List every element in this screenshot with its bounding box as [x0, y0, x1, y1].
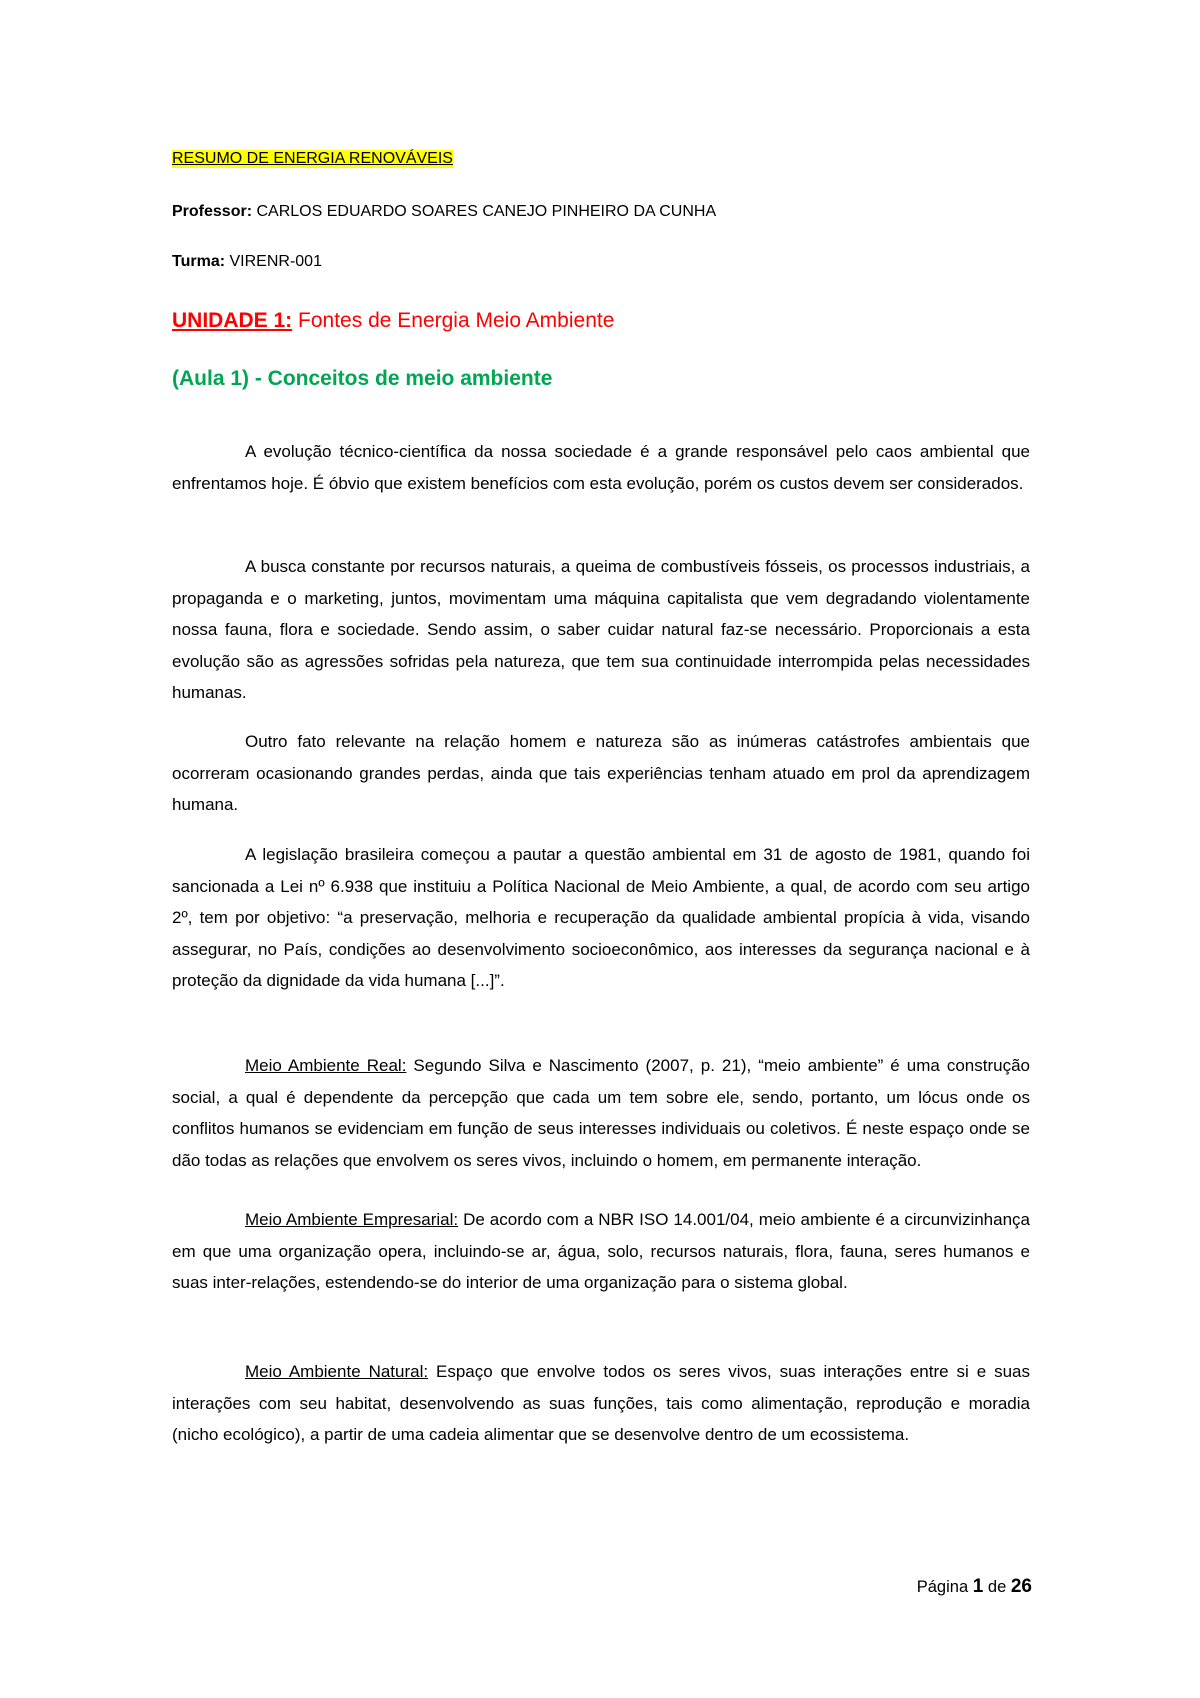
definition-real: [172, 1050, 1030, 1176]
definition-text: Segundo Silva e Nascimento (2007, p. 21), “meio ambiente” é uma construção social, a qual é dependente da percepção que cada um tem sobre ele, sendo, portanto, um lócus onde os conflitos humanos se evidenciam em função de seus interesses individuais ou coletivos. É neste espaço onde se dão todas as relações que envolvem os seres vivos, incluindo o homem, em permanente interação.: [172, 1056, 1030, 1170]
turma-label: Turma:: [172, 253, 226, 270]
page-number-footer: [917, 1576, 1032, 1598]
definition-empresarial: [172, 1204, 1030, 1299]
definition-term: Meio Ambiente Natural:: [245, 1362, 429, 1381]
total-pages-number: 26: [1010, 1576, 1032, 1597]
paragraph: A busca constante por recursos naturais, a queima de combustíveis fósseis, os processos industriais, a propaganda e o marketing, juntos, movimentam uma máquina capitalista que vem degradando violentamente nossa fauna, flora e sociedade. Sendo assim, o saber cuidar natural faz-se necessário. Proporcionais a esta evolução são as agressões sofridas pela natureza, que tem sua continuidade interrompida pelas necessidades humanas.: [172, 557, 1030, 702]
current-page-number: 1: [972, 1576, 984, 1597]
turma-line: [172, 253, 322, 271]
document-title: RESUMO DE ENERGIA RENOVÁVEIS: [172, 150, 453, 167]
definition-term: Meio Ambiente Real:: [245, 1056, 407, 1075]
page-separator: de: [987, 1578, 1007, 1596]
paragraph: A legislação brasileira começou a pautar a questão ambiental em 31 de agosto de 1981, quando foi sancionada a Lei nº 6.938 que instituiu a Política Nacional de Meio Ambiente, a qual, de acordo com seu artigo 2º, tem por objetivo: “a preservação, melhoria e recuperação da qualidade ambiental propícia à vida, visando assegurar, no País, condições ao desenvolvimento socioeconômico, aos interesses da segurança nacional e à proteção da dignidade da vida humana [...]”.: [172, 845, 1030, 990]
lesson-heading: (Aula 1) - Conceitos de meio ambiente: [172, 367, 553, 390]
page-label: Página: [916, 1578, 969, 1596]
paragraph: Outro fato relevante na relação homem e natureza são as inúmeras catástrofes ambientais que ocorreram ocasionando grandes perdas, ainda que tais experiências tenham atuado em prol da aprendizagem humana.: [172, 732, 1030, 814]
professor-name: CARLOS EDUARDO SOARES CANEJO PINHEIRO DA CUNHA: [256, 203, 717, 220]
unit-title: Fontes de Energia Meio Ambiente: [298, 309, 615, 332]
unit-heading: [172, 309, 614, 333]
professor-line: [172, 203, 716, 221]
professor-label: Professor:: [172, 203, 253, 220]
unit-label: UNIDADE 1:: [172, 309, 293, 332]
definition-natural: [172, 1356, 1030, 1451]
definition-text: Espaço que envolve todos os seres vivos, suas interações entre si e suas interações com seu habitat, desenvolvendo as suas funções, tais como alimentação, reprodução e moradia (nicho ecológico), a partir de uma cadeia alimentar que se desenvolve dentro de um ecossistema.: [172, 1362, 1030, 1444]
definition-term: Meio Ambiente Empresarial:: [245, 1210, 459, 1229]
turma-value: VIRENR-001: [229, 253, 322, 270]
definition-text: De acordo com a NBR ISO 14.001/04, meio ambiente é a circunvizinhança em que uma organização opera, incluindo-se ar, água, solo, recursos naturais, flora, fauna, seres humanos e suas inter-relações, estendendo-se do interior de uma organização para o sistema global.: [172, 1210, 1031, 1292]
paragraph: A evolução técnico-científica da nossa sociedade é a grande responsável pelo caos ambiental que enfrentamos hoje. É óbvio que existem benefícios com esta evolução, porém os custos devem ser considerados.: [172, 442, 1030, 493]
